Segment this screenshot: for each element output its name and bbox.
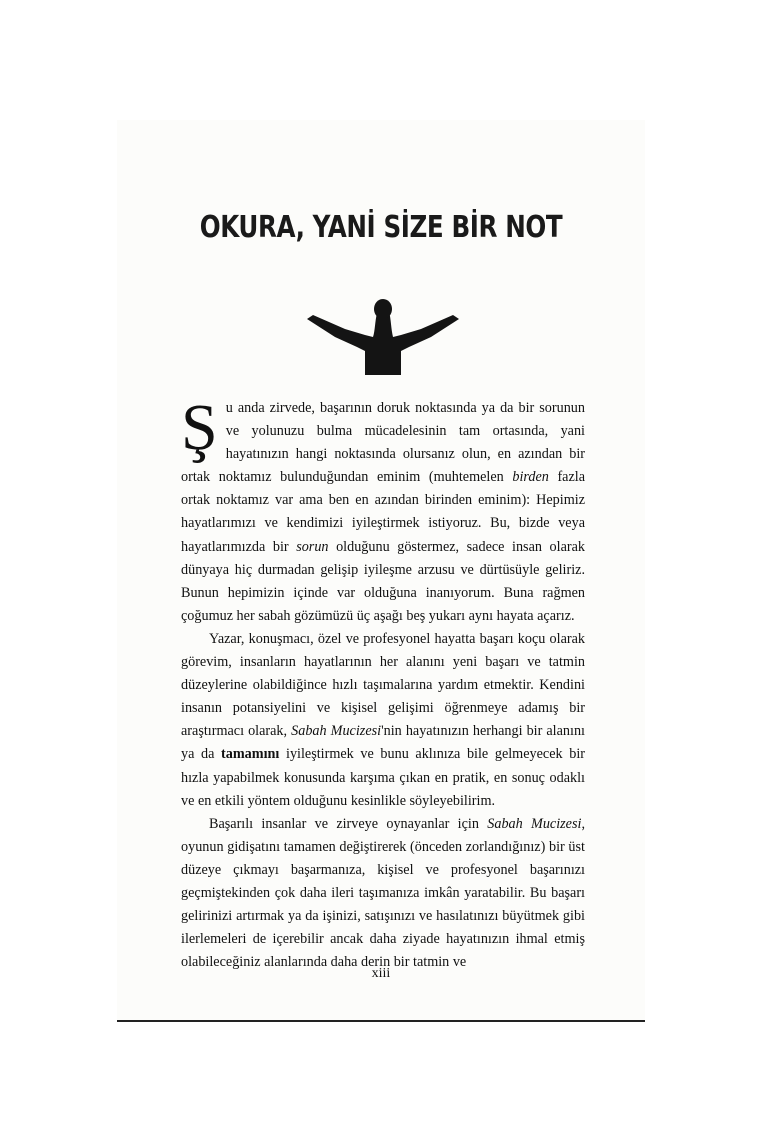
book-page (117, 120, 645, 1022)
paragraph-2-run: iyileştirmek ve bunu aklınıza bile gelmeyecek bir hızla yapabilmek konusunda karşıma çıkan en pratik, en sonuç odaklı ve en etkili yöntem olduğunu kesinlikle söyleyebilirim. (181, 746, 585, 809)
paragraph-1-run: birden (512, 469, 549, 486)
chapter-title: OKURA, YANİ SİZE BİR NOT (199, 210, 563, 245)
paragraph-2 (181, 628, 585, 813)
body-text (181, 391, 586, 974)
raised-arms-figure-icon (303, 285, 463, 375)
paragraph-2-run: tamamını (221, 746, 280, 763)
paragraph-1-run: fazla ortak noktamız var ama ben en azından birinden eminim): Hepimiz hayatlarımızı ve kendimizi iyileştirmek istiyoruz. Bu, bizde veya hayatlarımızda bir (181, 469, 586, 555)
paragraph-1-run: sorun (296, 538, 329, 555)
paragraph-1-run: olduğunu göstermez, sadece insan olarak dünyaya hiç durmadan gelişip iyileşme arzusu ve dürtüsüyle geliriz. Bunun hepimizin içinde var olduğuna inanıyorum. Buna rağmen çoğumuz her sabah gözümüzü üç aşağı beş yukarı aynı hayata açarız. (181, 538, 585, 624)
paragraph-2-run: Sabah Mucizesi (291, 723, 382, 740)
paragraph-3-run: , oyunun gidişatını tamamen değiştirerek (önceden zorlandığınız) bir üst düzeye çıkmayı başarmanıza, kişisel ve profesyonel başarınızı geçmiştekinden çok daha ileri taşımanıza imkân yaratabilir. Bu başarı gelirinizi artırmak ya da işinizi, satışınızı ve hasılatınızı büyütmek gibi ilerlemeleri de içerebilir ancak daha ziyade hayatınızın ihmal etmiş olabileceğiniz alanlarında daha derin bir tatmin ve (181, 815, 585, 971)
paragraph-3 (181, 813, 585, 975)
paragraph-2-run: Yazar, konuşmacı, özel ve profesyonel hayatta başarı koçu olarak görevim, insanların hayatlarının her alanını yeni başarı ve tatmin düzeylerine olabildiğince hızlı taşımalarına yardım etmektir. Kendini insanın potansiyelini ve kişisel gelişimi öğrenmeye adamış bir araştırmacı olarak, (181, 630, 585, 740)
drop-cap: Ş (181, 391, 218, 464)
paragraph-1-run: u anda zirvede, başarının doruk noktasında ya da bir sorunun ve yolunuzu bulma mücadelesinin tam ortasında, yani hayatınızın hangi noktasında olursanız olun, en azından bir ortak noktamız bulunduğundan eminim (muhtemelen (181, 400, 585, 486)
page-number: xiii (371, 966, 391, 981)
paragraph-3-run: Sabah Mucizesi (487, 815, 582, 832)
paragraph-3-run: Başarılı insanlar ve zirveye oynayanlar için (209, 815, 488, 832)
paragraph-1 (181, 391, 586, 628)
paragraph-2-run: 'nin hayatınızın herhangi bir alanını ya da (181, 723, 585, 763)
